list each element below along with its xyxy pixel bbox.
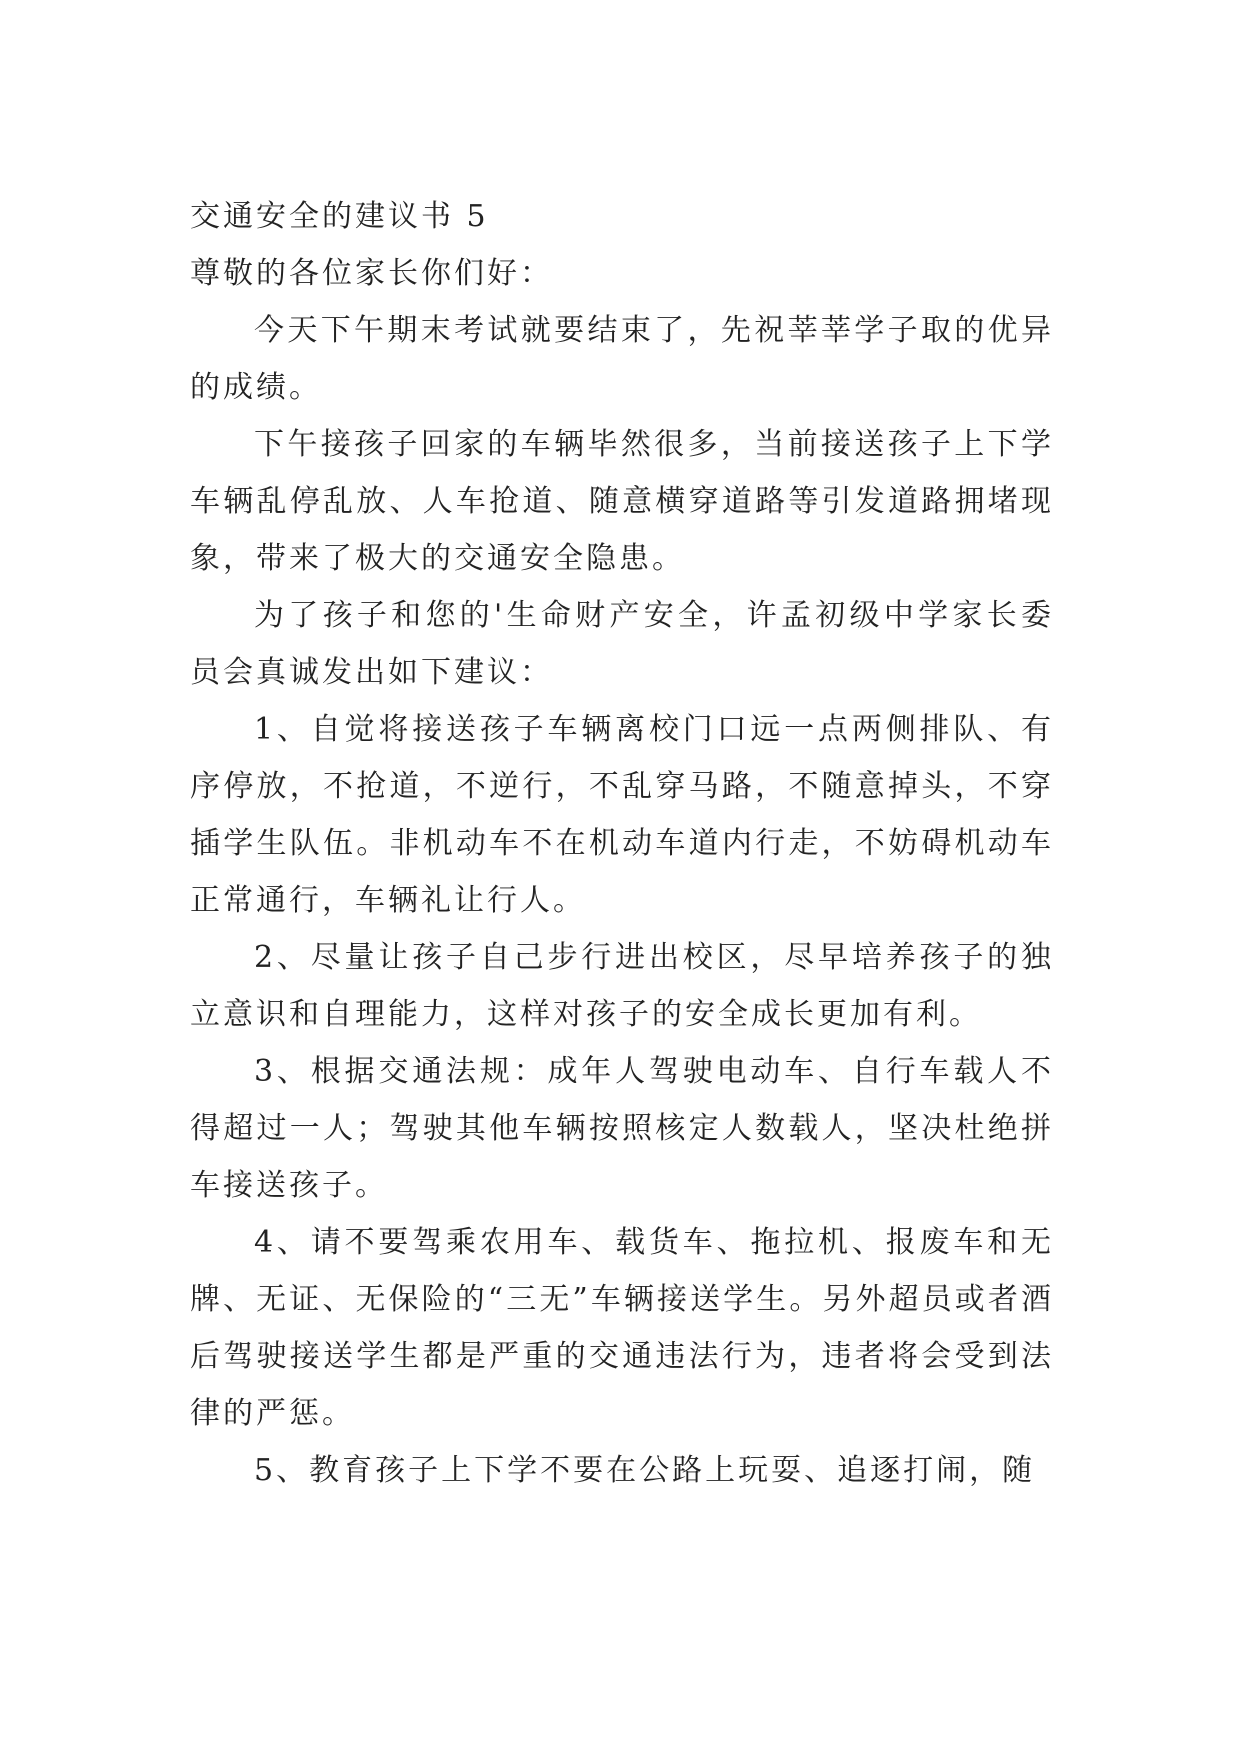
paragraph-item-4: 4、请不要驾乘农用车、载货车、拖拉机、报废车和无牌、无证、无保险的“三无”车辆接送学生。另外超员或者酒后驾驶接送学生都是严重的交通违法行为，违者将会受到法律的严惩。	[190, 1225, 1054, 1431]
salutation: 尊敬的各位家长你们好：	[190, 256, 553, 291]
paragraph-proposal-lead: 为了孩子和您的'生命财产安全，许孟初级中学家长委员会真诚发出如下建议：	[190, 598, 1054, 690]
paragraph-item-1: 1、自觉将接送孩子车辆离校门口远一点两侧排队、有序停放，不抢道，不逆行，不乱穿马路，不随意掉头，不穿插学生队伍。非机动车不在机动车道内行走，不妨碍机动车正常通行，车辆礼让行人。	[190, 712, 1054, 918]
paragraph-item-5: 5、教育孩子上下学不要在公路上玩耍、追逐打闹，随	[254, 1453, 1036, 1488]
document-title: 交通安全的建议书 5	[190, 199, 489, 234]
paragraph-intro: 今天下午期末考试就要结束了，先祝莘莘学子取的优异的成绩。	[190, 313, 1054, 405]
document-body	[190, 188, 1054, 1499]
paragraph-item-3: 3、根据交通法规：成年人驾驶电动车、自行车载人不得超过一人；驾驶其他车辆按照核定人数载人，坚决杜绝拼车接送孩子。	[190, 1054, 1054, 1203]
paragraph-item-2: 2、尽量让孩子自己步行进出校区，尽早培养孩子的独立意识和自理能力，这样对孩子的安全成长更加有利。	[190, 940, 1054, 1032]
paragraph-situation: 下午接孩子回家的车辆毕然很多，当前接送孩子上下学车辆乱停乱放、人车抢道、随意横穿道路等引发道路拥堵现象，带来了极大的交通安全隐患。	[190, 427, 1054, 576]
